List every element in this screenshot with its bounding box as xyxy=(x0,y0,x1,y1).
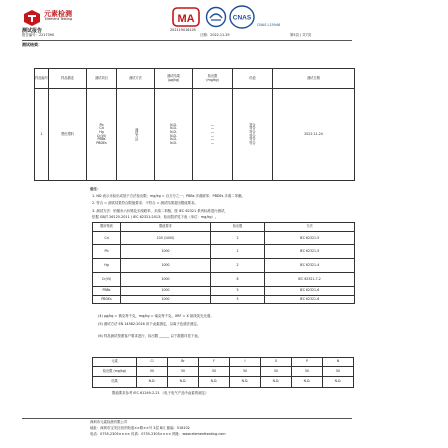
section2-line: (4) μg/kg = 微克每千克，mg/kg = 毫克每千克。XRF = X 射线荧光光谱。 xyxy=(98,314,214,318)
svg-text:MA: MA xyxy=(177,13,195,25)
halogen-cell: N.D. xyxy=(261,377,292,388)
section2-line: (5) 测试方法 EN 14582:2016 用于卤素测定，以离子色谱法测定。 xyxy=(98,322,201,326)
limits-row xyxy=(93,258,355,273)
section2-line: (6) 样品测试按照客户要求进行，检出限 ______ 以下数据详见下表。 xyxy=(98,334,201,338)
test-method-cell xyxy=(117,89,155,181)
test-item: Hg xyxy=(99,129,104,134)
limits-cell: IEC 62321-5 xyxy=(265,245,355,259)
limits-cell: IEC 62321-4 xyxy=(265,258,355,273)
halogen-cell: 50 xyxy=(230,367,261,377)
limits-header: 限用物质 xyxy=(93,223,121,232)
test-method-vertical: 测试方法 xyxy=(134,128,139,141)
halogen-cell: 50 xyxy=(261,367,292,377)
result-value: N.D. xyxy=(170,140,177,145)
limits-cell: Pb xyxy=(93,245,121,259)
cnas-logo-icon xyxy=(229,5,255,29)
results-title: 测试结果： xyxy=(22,42,42,47)
test-item: Pb xyxy=(99,122,104,127)
svg-text:CNAS: CNAS xyxy=(232,14,252,22)
limits-cell: 1000 xyxy=(121,295,211,303)
halogen-cell: I xyxy=(230,358,261,367)
results-cell xyxy=(155,89,193,181)
footer-contact: 电话：0755-2305×××× 传真：0755-2305×××× 网址：www.elementtesting.com xyxy=(90,432,226,436)
limits-cell: 2 xyxy=(211,245,265,259)
limits-cell: 1000 xyxy=(121,287,211,295)
limits-cell: 5 xyxy=(211,295,265,303)
limits-header: 限值要求 xyxy=(121,223,211,232)
header-test-method: 测试方法 xyxy=(117,69,155,89)
limits-cell: 2 xyxy=(211,232,265,245)
limits-cell: 5 xyxy=(211,287,265,295)
limits-row xyxy=(93,232,355,245)
accreditation-mark-icon xyxy=(205,6,227,28)
header-limit-label: 检出限 xyxy=(207,73,218,78)
header-test-date: 测试日期 xyxy=(273,69,355,89)
report-number: 报告编号：2217090 xyxy=(22,33,55,37)
header-limit-unit: (mg/kg) xyxy=(206,77,219,82)
conclusions-cell xyxy=(233,89,273,181)
limits-header: 方法 xyxy=(265,223,355,232)
sample-description: 黑色塑料 xyxy=(49,89,87,181)
limits-table xyxy=(92,222,355,304)
notes-title: 备注： xyxy=(90,187,101,191)
test-item: PBBs xyxy=(97,137,106,142)
limit-value: — xyxy=(210,129,215,134)
limits-header: 检出限 xyxy=(211,223,265,232)
note-line: 1. ND 表示未检出或低于方法检出限；mg/kg = 百万分之一；PBBs 多溴联苯；PBDEs 多溴二苯醚。 xyxy=(92,194,245,198)
halogen-cell: 50 xyxy=(292,367,323,377)
limit-value: — xyxy=(210,140,215,145)
header-test-item: 测试项目 xyxy=(87,69,117,89)
limits-cell: 100 (1000) xyxy=(121,232,211,245)
halogen-cell: N xyxy=(323,358,354,367)
conclusion-value: 符合 xyxy=(249,133,256,138)
limits-cell: 1000 xyxy=(121,245,211,259)
limits-row xyxy=(93,295,355,303)
result-value: N.D. xyxy=(170,126,177,131)
header-conclusion: 结论 xyxy=(233,69,273,89)
footer-address: 地址：深圳市宝安区西乡街道××路××号 3层 B区 邮编：518102 xyxy=(90,426,190,430)
limit-value: — xyxy=(210,122,215,127)
result-value: N.D. xyxy=(170,129,177,134)
limits-cell: IEC 62321-5 xyxy=(265,232,355,245)
limits-cell: PBBs xyxy=(93,287,121,295)
halogen-cell: F xyxy=(199,358,230,367)
halogen-cell: P xyxy=(292,358,323,367)
halogen-cell: N.D. xyxy=(137,377,168,388)
header-sample-no: 样品编号 xyxy=(35,69,49,89)
conclusion-value: 符合 xyxy=(249,126,256,131)
cnas-number: CNAS L15946 xyxy=(257,23,281,27)
halogen-cell: Br xyxy=(168,358,199,367)
test-items-cell xyxy=(87,89,117,181)
header-limit xyxy=(193,69,233,89)
limits-row xyxy=(93,245,355,259)
halogen-cell: 50 xyxy=(323,367,354,377)
halogen-cell: 检出限 (mg/kg) xyxy=(93,367,137,377)
conclusion-value: 符合 xyxy=(249,122,256,127)
header-rule xyxy=(22,40,352,41)
halogen-cell: 50 xyxy=(199,367,230,377)
conclusion-value: 符合 xyxy=(249,137,256,142)
limits-cell: 1000 xyxy=(121,273,211,287)
test-date-cell: 2022-11-24 xyxy=(273,89,355,181)
test-item: Cr(VI) xyxy=(96,133,107,138)
limits-cell: IEC 62321-6 xyxy=(265,295,355,303)
limits-row xyxy=(93,287,355,295)
halogen-row xyxy=(93,367,354,377)
limits-row xyxy=(93,273,355,287)
halogen-cell: Cl xyxy=(137,358,168,367)
cma-code: 202119016105 xyxy=(170,28,196,32)
limits-cell: Hg xyxy=(93,258,121,273)
limits-cell: IEC 62321-6 xyxy=(265,287,355,295)
brand-english: Element Testing xyxy=(45,17,73,21)
halogen-footnote: 限值要求参考 IEC 61249-2-21 《电子电气产品中卤素的测定》 xyxy=(112,391,209,395)
limit-value: — xyxy=(210,133,215,138)
limits-cell: Cr(VI) xyxy=(93,273,121,287)
company-logo-icon xyxy=(22,8,42,28)
header-result-unit: (μg/kg) xyxy=(167,77,180,82)
halogen-cell: N.D. xyxy=(230,377,261,388)
halogen-cell: 50 xyxy=(137,367,168,377)
limits-cell: Cd xyxy=(93,232,121,245)
limits-cell: 8 xyxy=(211,273,265,287)
cma-logo-icon xyxy=(172,6,200,28)
limits-cell: IEC 62321-7-2 xyxy=(265,273,355,287)
footer-rule xyxy=(22,418,352,419)
report-title: 测试报告 xyxy=(22,28,43,34)
halogen-cell: N.D. xyxy=(168,377,199,388)
limits-cell: PBDEs xyxy=(93,295,121,303)
header-sample-desc: 样品描述 xyxy=(49,69,87,89)
conclusion-value: 符合 xyxy=(249,140,256,145)
conclusion-value: 符合 xyxy=(249,129,256,134)
halogen-cell: N.D. xyxy=(199,377,230,388)
limits-cell xyxy=(193,89,233,181)
result-value: N.D. xyxy=(170,122,177,127)
result-value: N.D. xyxy=(170,137,177,142)
test-item: PBDEs xyxy=(96,140,107,145)
sample-number: 1 xyxy=(35,89,49,181)
footer-company: 深圳市元素检测有限公司 xyxy=(90,420,128,424)
halogen-cell: N.D. xyxy=(323,377,354,388)
limit-value: — xyxy=(210,126,215,131)
header-result-label: 测试结果 xyxy=(167,73,180,78)
limit-value: — xyxy=(210,137,215,142)
halogen-row xyxy=(93,377,354,388)
result-value: N.D. xyxy=(170,133,177,138)
halogen-cell: N.D. xyxy=(292,377,323,388)
limits-cell: 1000 xyxy=(121,258,211,273)
halogen-cell: 50 xyxy=(168,367,199,377)
header-result xyxy=(155,69,193,89)
note-line: 依据 GB/T 26125-2011 / IEC 62321:2013；检出限详见下表（单位：mg/kg）。 xyxy=(92,215,219,219)
limits-cell: 2 xyxy=(211,258,265,273)
halogen-row xyxy=(93,358,354,367)
note-line: 2. 符合 = 测试结果符合限值要求；不符合 = 测试结果超出限值要求。 xyxy=(92,201,198,205)
page-number: 第5页 / 共7页 xyxy=(290,33,312,37)
test-item: Cd xyxy=(99,126,104,131)
brand-name: 元素检测 xyxy=(44,10,72,18)
note-line: 3. 测试方法：铅镉汞六价铬及多溴联苯、多溴二苯醚，按 IEC 62321 系列标准进行测试， xyxy=(92,209,228,213)
results-table xyxy=(34,68,355,181)
issue-date: 日期：2022.11.29 xyxy=(200,33,230,37)
halogen-cell: 元素 xyxy=(93,358,137,367)
halogen-cell: 结果 xyxy=(93,377,137,388)
halogen-table xyxy=(92,357,354,388)
halogen-cell: S xyxy=(261,358,292,367)
